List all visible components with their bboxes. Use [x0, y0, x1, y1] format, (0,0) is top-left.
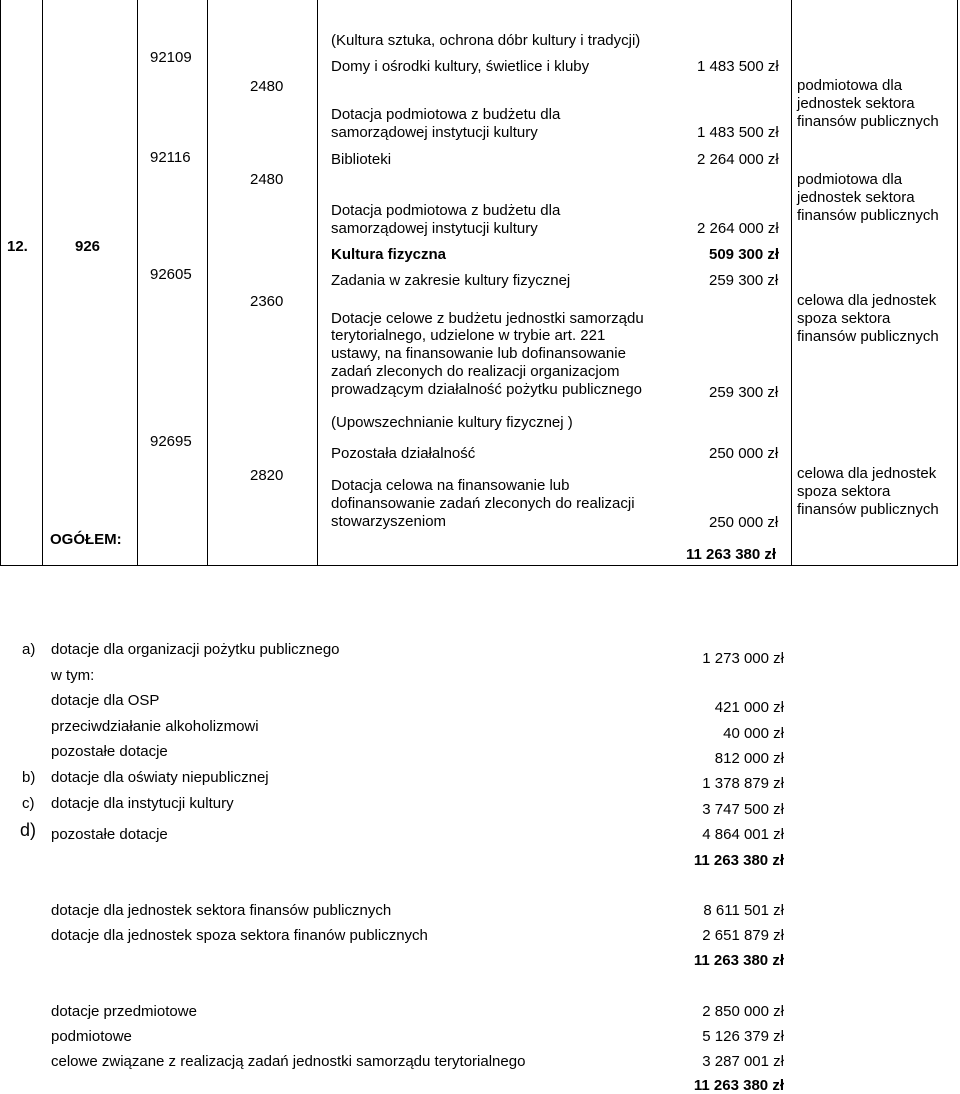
paragraf-desc: dofinansowanie zadań zleconych do realizacji	[331, 495, 635, 512]
row-amount: 1 273 000 zł	[702, 650, 784, 667]
row-label: pozostałe dotacje	[51, 826, 168, 843]
dotacja-type: spoza sektora	[797, 310, 891, 327]
dotacja-type: celowa dla jednostek	[797, 292, 937, 309]
dotacja-type: finansów publicznych	[797, 501, 939, 518]
section-total: 11 263 380 zł	[693, 852, 784, 869]
row-label: dotacje dla instytucji kultury	[51, 795, 234, 812]
row-amount: 5 126 379 zł	[702, 1028, 784, 1045]
section-subtitle: (Upowszechnianie kultury fizycznej )	[331, 414, 573, 431]
rozdzial-amount: 509 300 zł	[709, 246, 780, 263]
dotacja-type: finansów publicznych	[797, 113, 939, 130]
dotacja-type: finansów publicznych	[797, 328, 939, 345]
section-total: 11 263 380 zł	[693, 952, 784, 969]
paragraf-amount: 259 300 zł	[709, 384, 779, 401]
row-label: w tym:	[51, 667, 95, 684]
row-label: dotacje dla jednostek sektora finansów publicznych	[51, 902, 392, 919]
rozdzial-amount: 259 300 zł	[709, 272, 779, 289]
rozdzial-name: Kultura fizyczna	[331, 246, 447, 263]
rozdzial-amount: 2 264 000 zł	[697, 151, 779, 168]
section-total: 11 263 380 zł	[693, 1077, 784, 1094]
paragraf-desc: Dotacje celowe z budżetu jednostki samorządu	[331, 310, 644, 327]
rozdzial-name: Zadania w zakresie kultury fizycznej	[331, 272, 571, 289]
rozdzial-code: 92695	[150, 433, 192, 450]
rozdzial-code: 92605	[150, 266, 192, 283]
row-amount: 4 864 001 zł	[702, 826, 784, 843]
dotacja-type: podmiotowa dla	[797, 171, 903, 188]
row-amount: 812 000 zł	[714, 750, 784, 767]
rozdzial-name: Domy i ośrodki kultury, świetlice i kluby	[331, 58, 590, 75]
paragraf-desc: samorządowej instytucji kultury	[331, 220, 538, 237]
dotacja-type: spoza sektora	[797, 483, 891, 500]
paragraf-code: 2820	[250, 467, 284, 484]
paragraf-code: 2360	[250, 293, 284, 310]
paragraf-desc: samorządowej instytucji kultury	[331, 124, 538, 141]
dotacja-type: celowa dla jednostek	[797, 465, 937, 482]
row-amount: 40 000 zł	[723, 725, 784, 742]
rozdzial-name: Biblioteki	[331, 151, 392, 168]
ogolem-label: OGÓŁEM:	[50, 531, 122, 548]
paragraf-desc: Dotacja podmiotowa z budżetu dla	[331, 106, 561, 123]
paragraf-amount: 250 000 zł	[709, 514, 779, 531]
row-letter: b)	[22, 769, 36, 786]
row-letter: a)	[22, 641, 36, 658]
rozdzial-code: 92116	[150, 149, 191, 166]
row-label: dotacje dla jednostek spoza sektora finanów publicznych	[51, 927, 428, 944]
paragraf-code: 2480	[250, 171, 284, 188]
rozdzial-amount: 250 000 zł	[709, 445, 779, 462]
lp-number: 12.	[7, 238, 28, 255]
dzial-code: 926	[75, 238, 101, 255]
row-label: przeciwdziałanie alkoholizmowi	[51, 718, 259, 735]
paragraf-desc: ustawy, na finansowanie lub dofinansowanie	[331, 345, 626, 362]
paragraf-amount: 2 264 000 zł	[697, 220, 779, 237]
dotacja-type: podmiotowa dla	[797, 77, 903, 94]
row-amount: 2 651 879 zł	[702, 927, 784, 944]
row-label: dotacje dla OSP	[51, 692, 160, 709]
paragraf-desc: Dotacja celowa na finansowanie lub	[331, 477, 570, 494]
row-amount: 8 611 501 zł	[703, 902, 784, 919]
row-label: dotacje dla organizacji pożytku publicznego	[51, 641, 340, 658]
row-label: celowe związane z realizacją zadań jednostki samorządu terytorialnego	[51, 1053, 526, 1070]
row-label: podmiotowe	[51, 1028, 132, 1045]
paragraf-desc: zadań zleconych do realizacji organizacjom	[331, 363, 620, 380]
row-amount: 3 747 500 zł	[702, 801, 784, 818]
rozdzial-name: Pozostała działalność	[331, 445, 476, 462]
dotacja-type: jednostek sektora	[797, 189, 915, 206]
row-label: dotacje dla oświaty niepublicznej	[51, 769, 269, 786]
section-heading: (Kultura sztuka, ochrona dóbr kultury i tradycji)	[331, 32, 641, 49]
grand-total: 11 263 380 zł	[686, 546, 777, 563]
paragraf-code: 2480	[250, 78, 284, 95]
rozdzial-code: 92109	[150, 49, 192, 66]
row-label: dotacje przedmiotowe	[51, 1003, 197, 1020]
row-amount: 2 850 000 zł	[702, 1003, 784, 1020]
paragraf-desc: Dotacja podmiotowa z budżetu dla	[331, 202, 561, 219]
paragraf-desc: prowadzącym działalność pożytku publicznego	[331, 381, 643, 398]
dotacja-type: jednostek sektora	[797, 95, 915, 112]
paragraf-desc: terytorialnego, udzielone w trybie art. 221	[331, 327, 606, 344]
paragraf-amount: 1 483 500 zł	[697, 124, 779, 141]
row-amount: 3 287 001 zł	[702, 1053, 784, 1070]
paragraf-desc: stowarzyszeniom	[331, 513, 447, 530]
dotacja-type: finansów publicznych	[797, 207, 939, 224]
row-label: pozostałe dotacje	[51, 743, 168, 760]
row-amount: 1 378 879 zł	[702, 775, 784, 792]
row-letter: d)	[20, 820, 37, 840]
rozdzial-amount: 1 483 500 zł	[697, 58, 779, 75]
row-letter: c)	[22, 795, 35, 812]
row-amount: 421 000 zł	[714, 699, 784, 716]
